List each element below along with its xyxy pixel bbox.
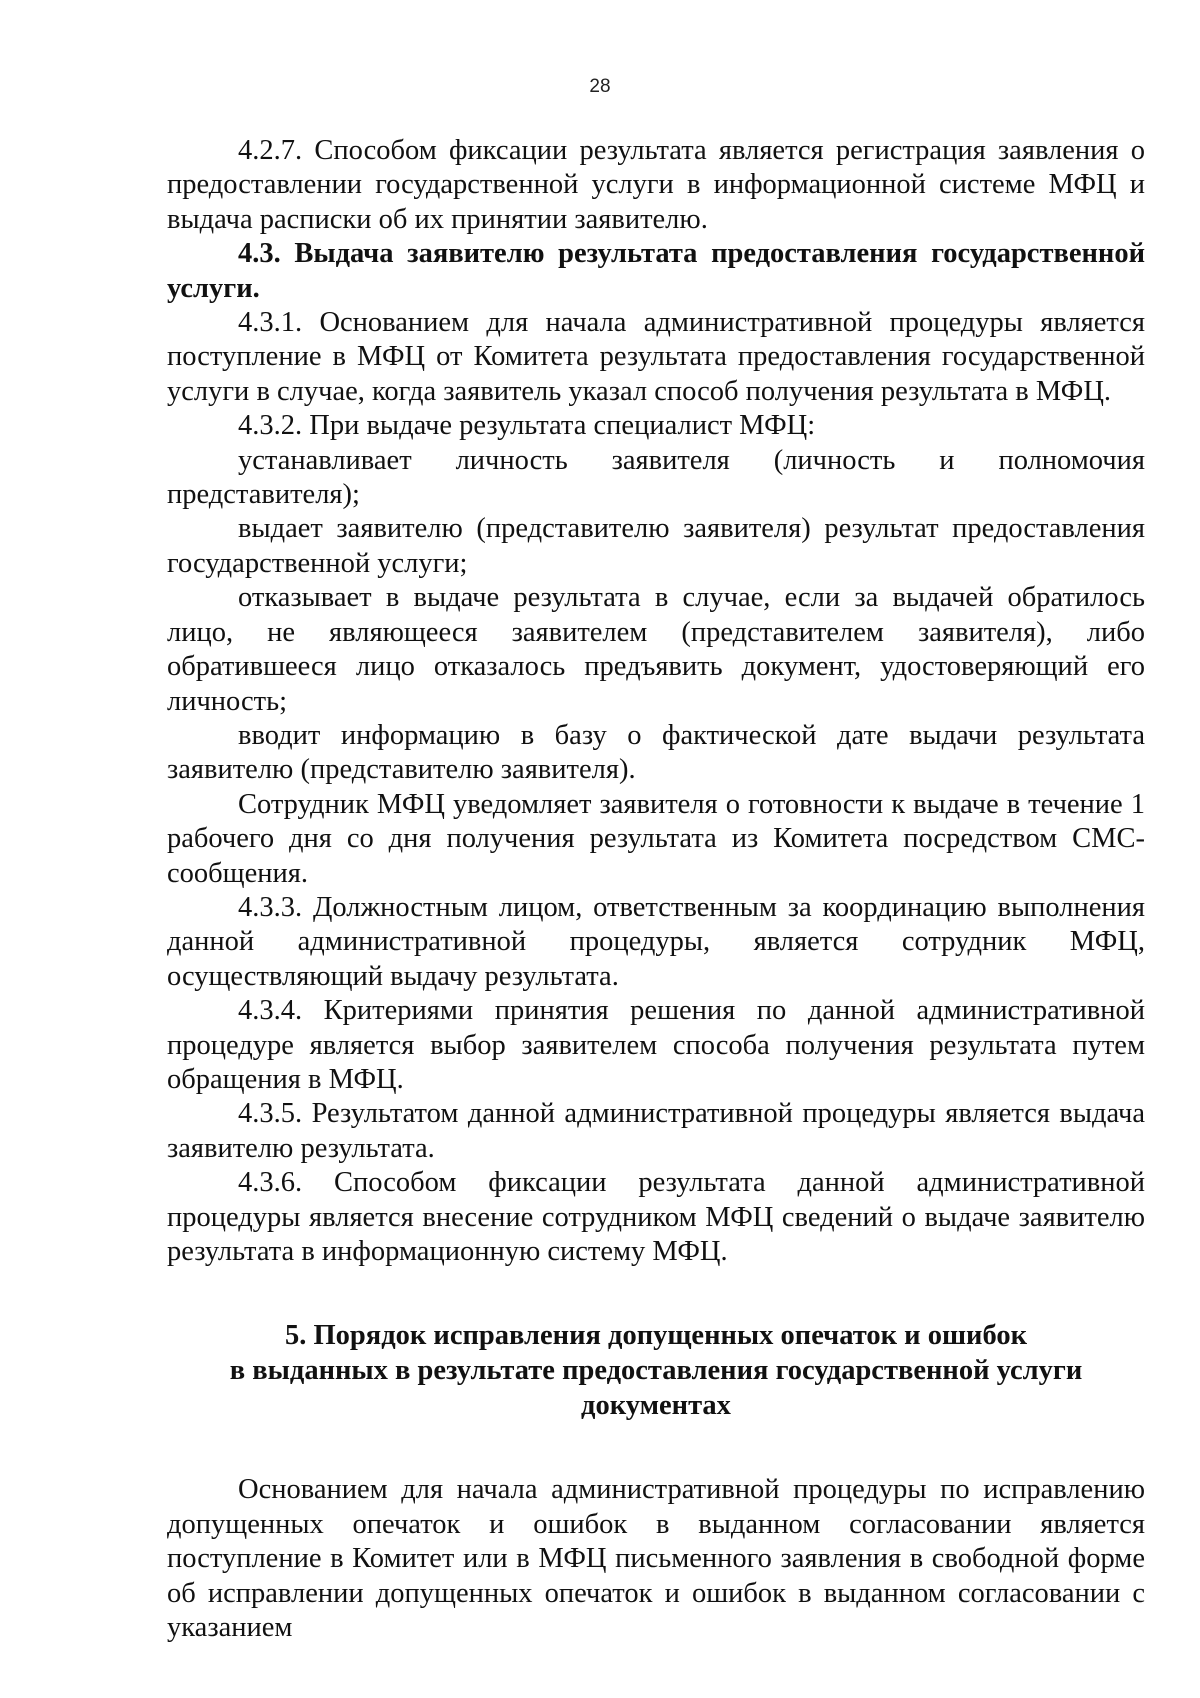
- list-item-enter-info: вводит информацию в базу о фактической дате выдачи результата заявителю (представителю заявителя).: [167, 719, 1145, 786]
- section-5-title-line-2: в выданных в результате предоставления государственной услуги: [229, 1355, 1083, 1387]
- paragraph-section-5: Основанием для начала административной процедуры по исправлению допущенных опечаток и ошибок в выданном согласовании является поступление в Комитет или в МФЦ письменного заявления в свободной форме об исправлении допущенных опечаток и ошибок в выданном согласовании с указанием: [167, 1474, 1145, 1644]
- paragraph-4-3-5: 4.3.5. Результатом данной административной процедуры является выдача заявителю результата.: [167, 1098, 1145, 1164]
- list-item-identity: устанавливает личность заявителя (личность и полномочия представителя);: [167, 444, 1145, 511]
- document-body: [167, 134, 1145, 1645]
- page-number: 28: [589, 76, 611, 97]
- paragraph-4-3-6: 4.3.6. Способом фиксации результата данной административной процедуры является внесение сотрудником МФЦ сведений о выдаче заявителю результата в информационную систему МФЦ.: [167, 1167, 1145, 1267]
- paragraph-4-3-2: 4.3.2. При выдаче результата специалист МФЦ:: [238, 410, 816, 442]
- paragraph-4-2-7: 4.2.7. Способом фиксации результата является регистрация заявления о предоставлении государственной услуги в информационной системе МФЦ и выдача расписки об их принятии заявителю.: [167, 135, 1145, 235]
- list-item-issue-result: выдает заявителю (представителю заявителя) результат предоставления государственной услуги;: [167, 513, 1145, 579]
- paragraph-4-3-3: 4.3.3. Должностным лицом, ответственным за координацию выполнения данной административной процедуры, является сотрудник МФЦ, осуществляющий выдачу результата.: [167, 891, 1145, 992]
- paragraph-notification: Сотрудник МФЦ уведомляет заявителя о готовности к выдаче в течение 1 рабочего дня со дня получения результата из Комитета посредством СМС-сообщения.: [167, 788, 1145, 889]
- paragraph-4-3-1: 4.3.1. Основанием для начала административной процедуры является поступление в МФЦ от Комитета результата предоставления государственной услуги в случае, когда заявитель указал способ получения результата в МФЦ.: [167, 307, 1145, 407]
- section-5-title: [167, 1318, 1145, 1423]
- section-5-title-line-3: документах: [581, 1390, 731, 1422]
- heading-4-3: 4.3. Выдача заявителю результата предоставления государственной услуги.: [167, 238, 1145, 304]
- paragraph-4-3-4: 4.3.4. Критериями принятия решения по данной административной процедуре является выбор заявителем способа получения результата путем обращения в МФЦ.: [167, 995, 1145, 1095]
- list-item-refuse: отказывает в выдаче результата в случае, если за выдачей обратилось лицо, не являющееся заявителем (представителем заявителя), либо обратившееся лицо отказалось предъявить документ, удостоверяющий его личность;: [167, 582, 1145, 717]
- section-5-title-line-1: 5. Порядок исправления допущенных опечаток и ошибок: [285, 1320, 1027, 1352]
